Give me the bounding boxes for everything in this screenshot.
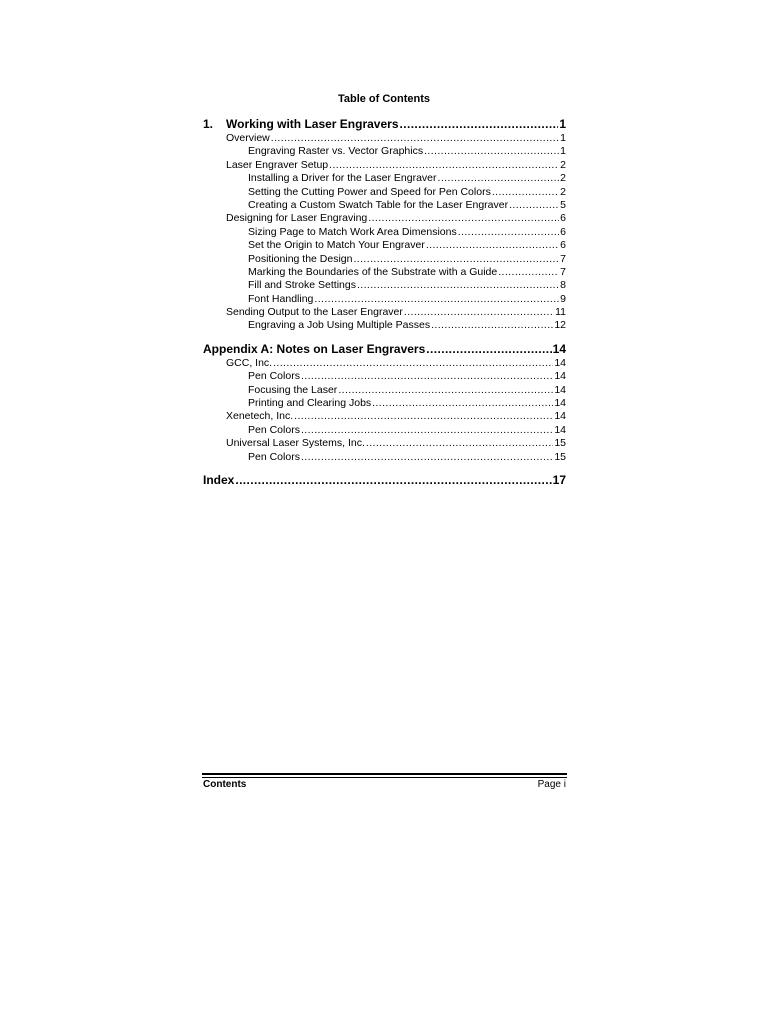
dot-leader [438,172,560,185]
toc-page-number: 1 [560,132,566,144]
toc-page-number: 7 [560,252,566,265]
toc-entry-designing[interactable] [203,212,566,225]
toc-label: Installing a Driver for the Laser Engraver [248,172,437,185]
toc-label: GCC, Inc. [226,356,273,369]
toc-page-number: 2 [560,185,566,198]
toc-label: Font Handling [248,292,314,305]
toc-entry-sizing-page[interactable] [203,226,566,239]
toc-label: Positioning the Design [248,252,353,265]
toc-label: Fill and Stroke Settings [248,279,356,292]
toc-entry-gcc[interactable] [203,357,566,370]
toc-page-number: 1 [559,117,566,131]
dot-leader [301,424,553,437]
dot-leader [235,472,551,488]
dot-leader [301,370,553,383]
toc-label: Creating a Custom Swatch Table for the Laser Engraver [248,198,509,211]
dot-leader [314,293,559,306]
toc-entry-installing-driver[interactable] [203,172,566,185]
dot-leader [372,397,553,410]
footer-section-name: Contents [203,779,247,790]
toc-label: Pen Colors [248,450,300,463]
toc-label: Marking the Boundaries of the Substrate with a Guide [248,265,498,278]
toc-label: Designing for Laser Engraving [226,212,368,225]
toc-entry-engraver-setup[interactable] [203,159,566,172]
dot-leader [368,212,559,225]
toc-entry-font-handling[interactable] [203,293,566,306]
toc-page-number: 14 [554,370,566,383]
dot-leader [424,145,559,158]
toc-label: Index [203,472,235,487]
toc-entry-gcc-pen-colors[interactable] [203,370,566,383]
dot-leader [294,410,553,423]
toc-page-number: 6 [560,225,566,238]
footer-page-number: Page i [537,779,566,790]
toc-entry-positioning[interactable] [203,253,566,266]
toc-entry-universal-laser[interactable] [203,437,566,450]
toc-entry-fill-stroke[interactable] [203,279,566,292]
dot-leader [400,116,559,132]
toc-index[interactable] [203,472,566,488]
dot-leader [498,266,559,279]
toc-entry-xenetech[interactable] [203,410,566,423]
dot-leader [366,437,553,450]
dot-leader [426,239,559,252]
dot-leader [329,159,559,172]
toc-page-number: 14 [554,383,566,396]
toc-entry-universal-pen-colors[interactable] [203,451,566,464]
table-of-contents [203,116,566,488]
toc-page-number: 1 [560,145,566,158]
dot-leader [273,357,553,370]
toc-label: Printing and Clearing Jobs [248,397,372,410]
dot-leader [271,132,559,145]
toc-label: Universal Laser Systems, Inc. [226,437,365,450]
toc-entry-set-origin[interactable] [203,239,566,252]
footer-rule-secondary [202,777,567,778]
toc-label: Set the Origin to Match Your Engraver [248,239,425,252]
toc-page-number: 14 [554,397,566,410]
toc-entry-overview[interactable] [203,132,566,145]
toc-entry-printing-clearing[interactable] [203,397,566,410]
toc-label: Engraving Raster vs. Vector Graphics [248,145,424,158]
toc-page-number: 17 [552,472,566,487]
toc-label: Appendix A: Notes on Laser Engravers [203,341,426,356]
toc-label: Engraving a Job Using Multiple Passes [248,319,431,332]
toc-entry-xenetech-pen-colors[interactable] [203,424,566,437]
toc-label: Sizing Page to Match Work Area Dimensions [248,225,457,238]
toc-label: Laser Engraver Setup [226,158,329,171]
dot-leader [404,306,554,319]
toc-page-number: 14 [552,341,566,356]
toc-chapter-1[interactable] [203,116,566,132]
toc-page-number: 11 [555,306,566,319]
dot-leader [301,451,553,464]
toc-page-number: 9 [560,292,566,305]
toc-label: Sending Output to the Laser Engraver [226,306,403,319]
dot-leader [492,186,559,199]
toc-label: Pen Colors [248,370,300,383]
toc-page-number: 15 [554,450,566,463]
toc-page-number: 15 [554,437,566,450]
dot-leader [509,199,559,212]
dot-leader [353,253,559,266]
toc-page-number: 7 [560,265,566,278]
toc-label: Xenetech, Inc. [226,410,294,423]
dot-leader [338,384,553,397]
chapter-number: 1. [203,117,214,131]
toc-page-number: 14 [554,356,566,369]
dot-leader [431,319,553,332]
toc-entry-marking-boundaries[interactable] [203,266,566,279]
toc-page-number: 12 [554,319,566,332]
toc-entry-focusing-laser[interactable] [203,384,566,397]
toc-appendix-a[interactable] [203,341,566,357]
toc-page-number: 2 [560,172,566,185]
toc-page-number: 2 [560,158,566,171]
toc-label: Pen Colors [248,423,300,436]
toc-entry-raster-vs-vector[interactable] [203,145,566,158]
toc-label: Setting the Cutting Power and Speed for Pen Colors [248,185,491,198]
toc-page-number: 6 [560,239,566,252]
footer-rule [202,773,567,775]
toc-label: Overview [226,132,270,144]
dot-leader [426,341,551,357]
toc-entry-multiple-passes[interactable] [203,319,566,332]
toc-entry-custom-swatch[interactable] [203,199,566,212]
toc-page-number: 6 [560,212,566,225]
dot-leader [458,226,559,239]
toc-entry-cutting-power[interactable] [203,186,566,199]
dot-leader [357,279,559,292]
toc-label: Focusing the Laser [248,383,338,396]
toc-page-number: 8 [560,279,566,292]
toc-page-number: 5 [560,198,566,211]
toc-label: Working with Laser Engravers [226,117,399,131]
toc-entry-sending-output[interactable] [203,306,566,319]
toc-title: Table of Contents [337,93,431,105]
toc-page-number: 14 [554,410,566,423]
toc-page-number: 14 [554,423,566,436]
